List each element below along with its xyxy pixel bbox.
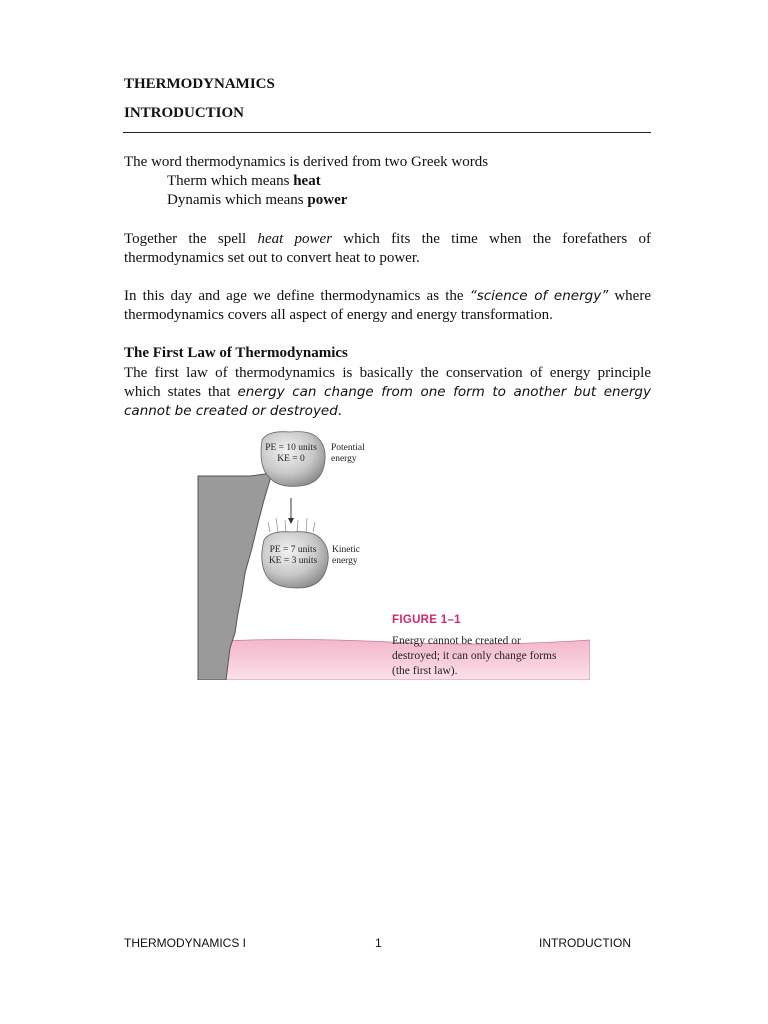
footer-page-number: 1 bbox=[375, 936, 382, 950]
potential-energy-label: Potential energy bbox=[331, 443, 365, 464]
rock-bottom-label: PE = 7 units KE = 3 units bbox=[268, 545, 318, 566]
kinetic-energy-label: Kinetic energy bbox=[332, 545, 360, 566]
footer-left: THERMODYNAMICS I bbox=[124, 936, 247, 950]
figure-caption-text: Energy cannot be created or destroyed; it can only change forms (the first law). bbox=[392, 635, 557, 677]
first-law-paragraph: The first law of thermodynamics is basically the conservation of energy principle which states that energy can change from one form to another but energy cannot be created or destroyed. bbox=[124, 365, 651, 419]
figure-caption-title: FIGURE 1–1 bbox=[392, 614, 461, 626]
doc-subtitle: INTRODUCTION bbox=[124, 105, 245, 121]
intro-paragraph bbox=[124, 153, 651, 210]
heat-power-paragraph: Together the spell heat power which fits the time when the forefathers of thermodynamics set out to convert heat to power. bbox=[124, 231, 651, 266]
science-of-energy-paragraph: In this day and age we define thermodynamics as the “science of energy” where thermodynamics covers all aspect of energy and energy transformation. bbox=[124, 288, 651, 323]
rock-top-label: PE = 10 units KE = 0 bbox=[265, 443, 317, 464]
first-law-heading: The First Law of Thermodynamics bbox=[124, 345, 348, 361]
fall-arrowhead bbox=[288, 518, 294, 524]
intro-line: The word thermodynamics is derived from two Greek words bbox=[124, 154, 489, 170]
doc-title: THERMODYNAMICS bbox=[124, 76, 275, 92]
footer-right: INTRODUCTION bbox=[539, 936, 631, 950]
header-rule bbox=[123, 132, 651, 133]
greek-line-therm: Therm which means heat bbox=[167, 173, 321, 189]
greek-line-dynamis: Dynamis which means power bbox=[167, 192, 348, 208]
